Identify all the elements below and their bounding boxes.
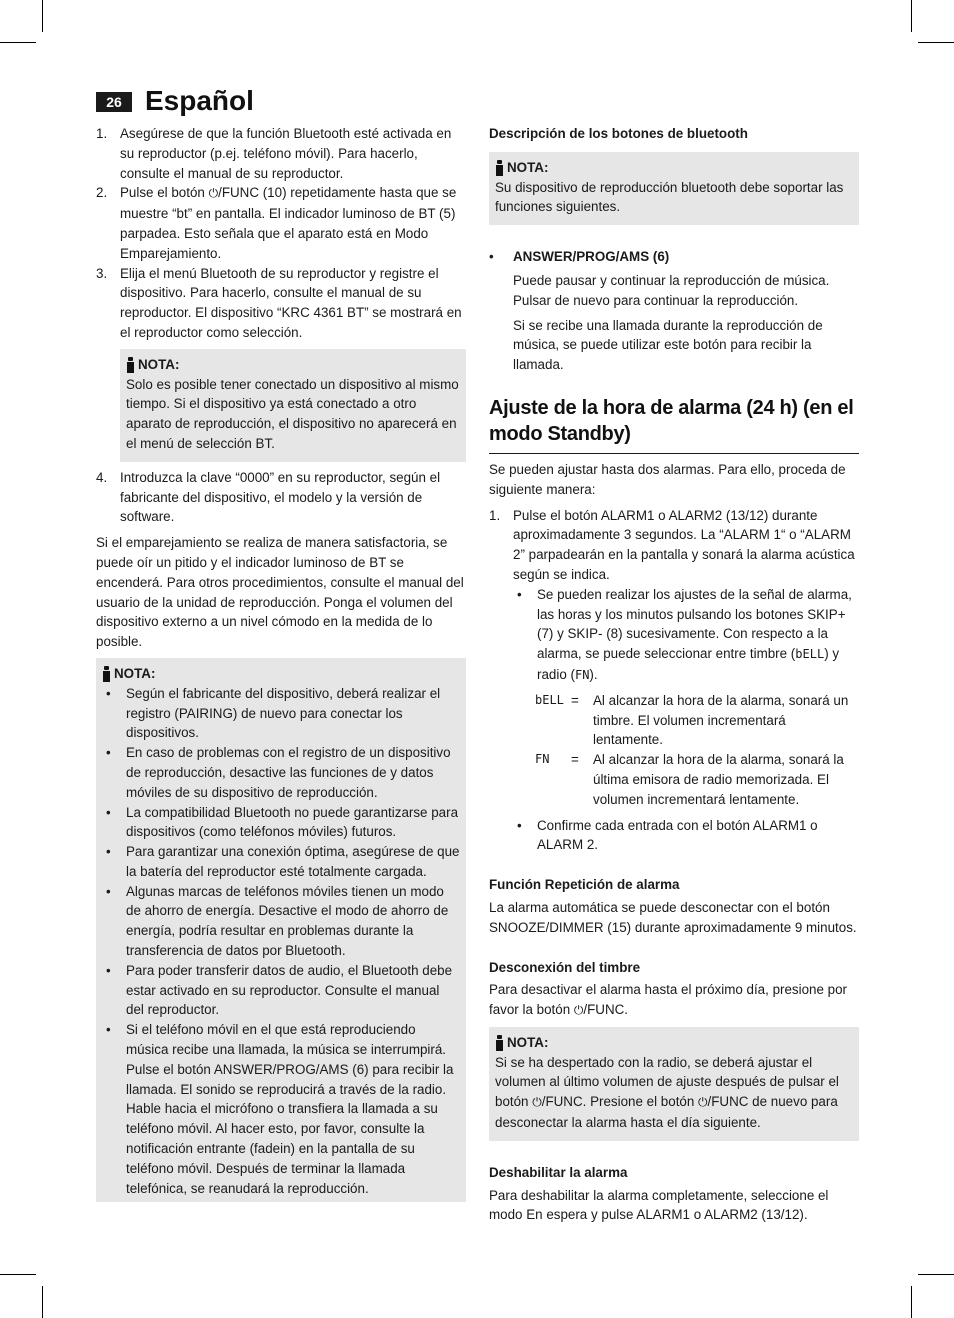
power-icon: ⏻	[532, 1095, 542, 1110]
note-box	[120, 349, 466, 462]
power-icon: ⏻	[698, 1095, 708, 1110]
list-text: Se pueden realizar los ajustes de la señal de alarma, las horas y los minutos pulsando los botones SKIP+ (7) y SKIP- (8) sucesivamente. Con respecto a la alarma, se puede seleccionar entre timbre (bELL) y radio (FN).	[537, 586, 852, 682]
section-subheading: Deshabilitar la alarma	[489, 1164, 628, 1180]
section-subheading: Función Repetición de alarma	[489, 877, 680, 893]
note-bullet: • Para garantizar una conexión óptima, asegúrese de que la batería del reproductor esté totalmente cargada.	[106, 844, 460, 879]
note-box	[489, 1027, 859, 1141]
info-icon	[495, 160, 504, 176]
definition-row: FN = Al alcanzar la hora de la alarma, sonará la última emisora de radio memorizada. El volumen incrementará lentamente.	[535, 750, 859, 809]
section-heading: Ajuste de la hora de alarma (24 h) (en el modo Standby)	[489, 395, 859, 454]
paragraph: Para desactivar el alarma hasta el próximo día, presione por favor la botón ⏻/FUNC.	[489, 980, 859, 1021]
step-item	[96, 468, 466, 527]
step-number: 3.	[96, 265, 108, 281]
step-item	[96, 183, 466, 263]
note-text: Solo es posible tener conectado un dispositivo al mismo tiempo. Si el dispositivo ya está conectado a otro aparato de reproducción, el dispositivo no aparecerá en el menú de selección BT.	[126, 376, 459, 451]
paragraph: La alarma automática se puede desconectar con el botón SNOOZE/DIMMER (15) durante aproximadamente 9 minutos.	[489, 899, 857, 935]
left-column	[96, 124, 466, 1202]
step-item	[489, 506, 859, 585]
section-subheading: Desconexión del timbre	[489, 959, 641, 975]
note-bullet: • La compatibilidad Bluetooth no puede garantizarse para dispositivos (como teléfonos móviles) futuros.	[106, 804, 459, 840]
step-text: Pulse el botón ⏻/FUNC (10) repetidamente hasta que se muestre “bt” en pantalla. El indicador luminoso de BT (5) parpadea. Esto señala que el aparato está en Modo Emparejamiento.	[120, 185, 457, 261]
step-text: Asegúrese de que la función Bluetooth esté activada en su reproductor (p.ej. teléfono móvil). Para hacerlo, consulte el manual de su reproductor.	[120, 126, 452, 181]
paragraph: Se pueden ajustar hasta dos alarmas. Para ello, proceda de siguiente manera:	[489, 461, 846, 497]
info-icon	[495, 1035, 504, 1051]
lcd-fm-symbol: FN	[574, 667, 590, 682]
step-number: 2.	[96, 185, 108, 201]
list-item: • Confirme cada entrada con el botón ALARM1 o ALARM 2.	[513, 816, 859, 856]
definition-row: bELL = Al alcanzar la hora de la alarma, sonará un timbre. El volumen incrementará lentamente.	[535, 691, 859, 750]
paragraph: Puede pausar y continuar la reproducción de música. Pulsar de nuevo para continuar la reproducción.	[513, 272, 830, 308]
note-box	[96, 658, 466, 1203]
step-text: Pulse el botón ALARM1 o ALARM2 (13/12) durante aproximadamente 3 segundos. La “ALARM 1“ o “ALARM 2” parpadearán en la pantalla y sonará la alarma acústica según se indica.	[513, 507, 855, 582]
crop-mark	[42, 1286, 43, 1318]
lcd-fm-symbol: FN	[535, 752, 550, 767]
step-item	[96, 124, 466, 183]
power-icon: ⏻	[573, 1003, 584, 1018]
crop-mark	[911, 1286, 912, 1318]
step-number: 1.	[489, 507, 501, 523]
power-icon: ⏻	[208, 186, 219, 201]
page-number: 26	[96, 92, 132, 112]
note-bullet: • Para poder transferir datos de audio, el Bluetooth debe estar activado en su reproductor. Consulte el manual del reproductor.	[106, 962, 453, 1018]
crop-mark	[911, 0, 912, 32]
note-title: NOTA:	[138, 356, 180, 372]
paragraph: Para deshabilitar la alarma completamente, seleccione el modo En espera y pulse ALARM1 o ALARM2 (13/12).	[489, 1187, 829, 1223]
right-column	[489, 124, 859, 1225]
note-text: Si se ha despertado con la radio, se deberá ajustar el volumen al último volumen de ajuste después de pulsar el botón ⏻/FUNC. Presione el botón ⏻/FUNC de nuevo para desconectar la alarma hasta el día siguiente.	[495, 1054, 839, 1131]
crop-mark	[0, 42, 36, 43]
note-title: NOTA:	[114, 665, 156, 681]
lcd-bell-symbol: bELL	[795, 647, 825, 662]
paragraph: Si se recibe una llamada durante la reproducción de música, se puede utilizar este botón para recibir la llamada.	[513, 317, 823, 373]
note-title: NOTA:	[507, 159, 549, 175]
list-text: Confirme cada entrada con el botón ALARM1 o ALARM 2.	[537, 817, 818, 853]
crop-mark	[918, 1274, 954, 1275]
crop-mark	[0, 1274, 36, 1275]
step-text: Introduzca la clave “0000” en su reproductor, según el fabricante del dispositivo, el modelo y la versión de software.	[120, 469, 441, 525]
crop-mark	[42, 0, 43, 32]
definition-text: Al alcanzar la hora de la alarma, sonará la última emisora de radio memorizada. El volumen incrementará lentamente.	[593, 752, 844, 807]
list-item: • ANSWER/PROG/AMS (6)	[489, 247, 859, 267]
note-bullet: • Algunas marcas de teléfonos móviles tienen un modo de ahorro de energía. Desactive el modo de ahorro de energía, podría resultar en problemas durante la transferencia de datos por Bluetooth.	[106, 883, 449, 959]
paragraph: Si el emparejamiento se realiza de manera satisfactoria, se puede oír un pitido y el indicador luminoso de BT se encenderá. Para otros procedimientos, consulte el manual del usuario de la unidad de reproducción. Ponga el volumen del dispositivo externo a un nivel cómodo en la medida de lo posible.	[96, 535, 464, 650]
step-number: 1.	[96, 126, 108, 141]
list-item: • Se pueden realizar los ajustes de la señal de alarma, las horas y los minutos pulsando los botones SKIP+ (7) y SKIP- (8) sucesivamente. Con respecto a la alarma, se puede seleccionar entre timbre (bELL) y radio (FN).	[513, 585, 859, 686]
note-title: NOTA:	[507, 1034, 549, 1050]
button-label: ANSWER/PROG/AMS (6)	[513, 249, 670, 265]
step-text: Elija el menú Bluetooth de su reproductor y registre el dispositivo. Para hacerlo, consulte el manual de su reproductor. El dispositivo “KRC 4361 BT” se mostrará en el reproductor como selección.	[120, 265, 462, 340]
info-icon	[102, 666, 111, 682]
lcd-bell-symbol: bELL	[535, 692, 564, 707]
info-icon	[126, 357, 135, 373]
note-bullet: • Si el teléfono móvil en el que está reproduciendo música recibe una llamada, la música se interrumpirá. Pulse el botón ANSWER/PROG/AMS (6) para recibir la llamada. El sonido se reproducirá a través de la radio. Hable hacia el micrófono o transfiera la llamada a su teléfono móvil. Al hacer esto, por favor, consulte la notificación entrante (fadein) en la pantalla de su teléfono móvil. Después de terminar la llamada telefónica, se reanudará la reproducción.	[106, 1022, 454, 1196]
step-item	[96, 264, 466, 343]
definition-text: Al alcanzar la hora de la alarma, sonará un timbre. El volumen incrementará lentamente.	[593, 692, 849, 748]
note-box	[489, 152, 859, 225]
note-text: Su dispositivo de reproducción bluetooth debe soportar las funciones siguientes.	[495, 179, 844, 215]
page-title: Español	[145, 85, 254, 116]
crop-mark	[918, 42, 954, 43]
note-bullet: • En caso de problemas con el registro de un dispositivo de reproducción, desactive las funciones de y datos móviles de su dispositivo de reproducción.	[106, 745, 451, 800]
section-subheading: Descripción de los botones de bluetooth	[489, 126, 748, 141]
step-number: 4.	[96, 469, 108, 485]
note-bullet: • Según el fabricante del dispositivo, deberá realizar el registro (PAIRING) de nuevo para conectar los dispositivos.	[106, 685, 441, 741]
